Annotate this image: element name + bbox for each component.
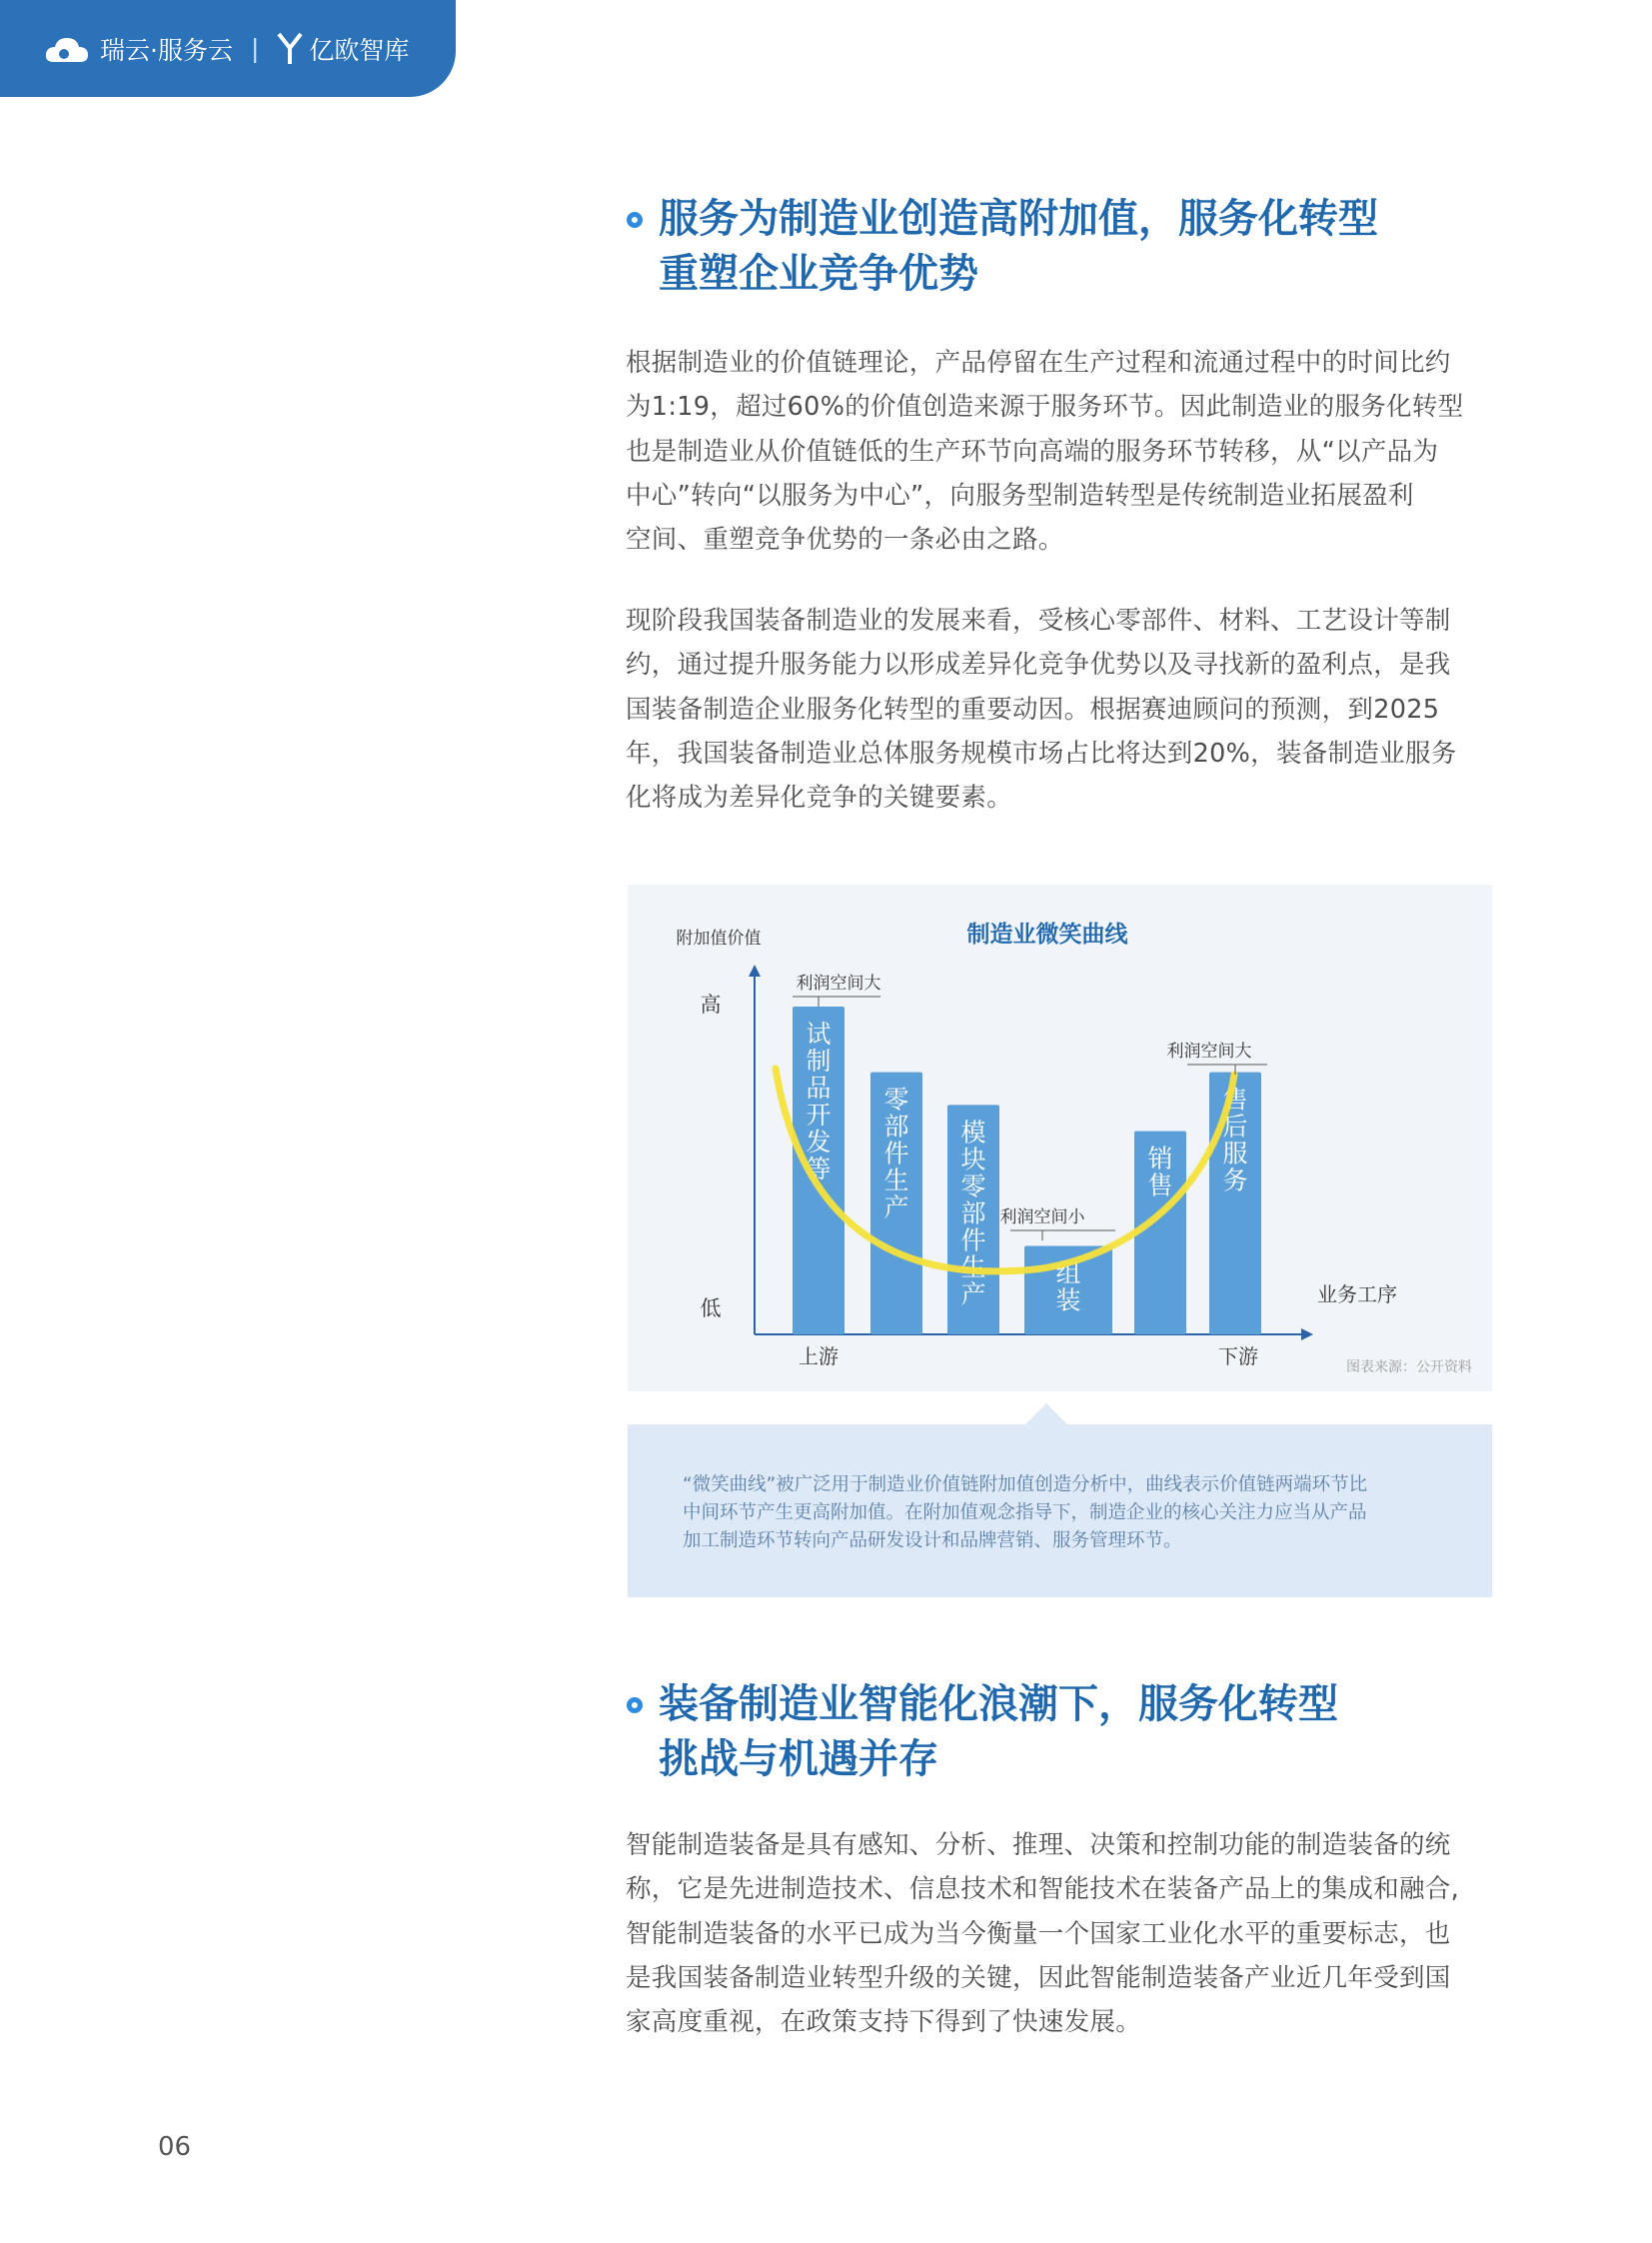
text-line: 国装备制造企业服务化转型的重要动因。根据赛迪顾问的预测，到2025 [626, 694, 1440, 725]
section1-heading [625, 192, 1504, 302]
bar-label-char: 组 [1055, 1258, 1081, 1288]
heading-line: 重塑企业竞争优势 [659, 251, 978, 297]
bar-label-char: 销 [1147, 1143, 1173, 1173]
bar-label [883, 1086, 908, 1222]
yiou-logo-icon [277, 32, 303, 66]
brand-left-name: 瑞云·服务云 [100, 35, 233, 65]
text-line: 空间、重塑竞争优势的一条必由之路。 [626, 525, 1064, 556]
bar-label-char: 生 [883, 1165, 909, 1195]
cloud-logo-icon [44, 34, 90, 64]
x-end-label: 下游 [1218, 1344, 1258, 1368]
text-line: 约，通过提升服务能力以形成差异化竞争优势以及寻找新的盈利点，是我 [626, 650, 1451, 681]
bar-label-char: 后 [1222, 1112, 1248, 1141]
bar-label-char: 产 [883, 1192, 909, 1222]
text-line: 智能制造装备是具有感知、分析、推理、决策和控制功能的制造装备的统 [626, 1830, 1451, 1860]
bar-label-char: 发 [806, 1127, 831, 1156]
bar-label-char: 售 [1147, 1170, 1173, 1200]
bar-label-char: 等 [806, 1154, 831, 1183]
x-axis-label: 业务工序 [1317, 1282, 1397, 1306]
y-axis-arrow-icon [749, 965, 761, 977]
heading-bullet-icon [627, 1697, 643, 1713]
bar-label-char: 开 [806, 1101, 831, 1129]
heading-bullet-icon [627, 212, 643, 228]
note-line: “微笑曲线”被广泛用于制造业价值链附加值创造分析中，曲线表示价值链两端环节比 [683, 1474, 1368, 1495]
text-line: 中心”转向“以服务为中心”，向服务型制造转型是传统制造业拓展盈利 [626, 480, 1414, 511]
text-line: 为1:19，超过60%的价值创造来源于服务环节。因此制造业的服务化转型 [626, 392, 1464, 423]
bar-label-char: 部 [883, 1112, 909, 1141]
annotation-label: 利润空间大 [1166, 1042, 1252, 1062]
brand-right-name: 亿欧智库 [309, 35, 410, 65]
x-axis-arrow-icon [1301, 1328, 1313, 1340]
annotation-label: 利润空间大 [796, 974, 881, 994]
text-line: 家高度重视，在政策支持下得到了快速发展。 [626, 2007, 1142, 2038]
brand-header [0, 0, 456, 97]
y-tick-label: 高 [700, 993, 722, 1017]
bar-label-char: 零 [960, 1171, 986, 1201]
text-line: 根据制造业的价值链理论，产品停留在生产过程和流通过程中的时间比约 [626, 348, 1451, 378]
bar-label-char: 模 [960, 1118, 986, 1147]
x-end-label: 上游 [799, 1344, 838, 1368]
text-line: 是我国装备制造业转型升级的关键，因此智能制造装备产业近几年受到国 [626, 1962, 1451, 1993]
page-number: 06 [158, 2132, 192, 2162]
section1-paragraph-2 [626, 599, 1501, 820]
smile-curve-chart [628, 885, 1492, 1391]
bar-label-char: 部 [960, 1198, 986, 1228]
note-line: 加工制造环节转向产品研发设计和品牌营销、服务管理环节。 [683, 1530, 1182, 1551]
note-pointer [1024, 1403, 1068, 1425]
note-line: 中间环节产生更高附加值。在附加值观念指导下，制造企业的核心关注力应当从产品 [683, 1502, 1367, 1523]
section2-heading [625, 1677, 1504, 1787]
bar-label-char: 售 [1222, 1085, 1248, 1115]
section2-paragraph [626, 1823, 1501, 2044]
y-axis-label: 附加值价值 [676, 929, 762, 949]
text-line: 现阶段我国装备制造业的发展来看，受核心零部件、材料、工艺设计等制 [626, 606, 1451, 636]
chart-source: 图表来源：公开资料 [1346, 1359, 1472, 1375]
chart-canvas [628, 885, 1492, 1391]
chart-title: 制造业微笑曲线 [966, 922, 1128, 948]
bar-label [806, 1020, 830, 1183]
bar-label-char: 生 [960, 1252, 986, 1282]
text-line: 化将成为差异化竞争的关键要素。 [626, 783, 1013, 814]
bar-label-char: 产 [960, 1279, 986, 1309]
bar-label-char: 件 [883, 1138, 909, 1168]
bar-label-char: 务 [1222, 1165, 1248, 1195]
annotation-label: 利润空间小 [999, 1207, 1085, 1227]
brand-separator: | [250, 34, 260, 63]
bar-label [1147, 1144, 1172, 1200]
chart-note [628, 1424, 1492, 1597]
text-line: 也是制造业从价值链低的生产环节向高端的服务环节转移，从“以产品为 [626, 436, 1439, 467]
bar-label [960, 1118, 985, 1308]
bar-label-char: 试 [806, 1020, 831, 1049]
section1-paragraph-1 [626, 341, 1501, 562]
bar-label-char: 装 [1055, 1285, 1081, 1315]
heading-line: 装备制造业智能化浪潮下，服务化转型 [659, 1681, 1338, 1727]
bar-label-char: 块 [960, 1144, 986, 1174]
bar-label-char: 服 [1222, 1138, 1248, 1168]
heading-line: 服务为制造业创造高附加值，服务化转型 [659, 196, 1378, 242]
text-line: 智能制造装备的水平已成为当今衡量一个国家工业化水平的重要标志，也 [626, 1918, 1451, 1949]
bar-label-char: 零 [883, 1085, 909, 1115]
text-line: 称，它是先进制造技术、信息技术和智能技术在装备产品上的集成和融合, [626, 1874, 1460, 1905]
bar-label-char: 品 [806, 1074, 831, 1103]
heading-line: 挑战与机遇并存 [659, 1736, 938, 1782]
text-line: 年，我国装备制造业总体服务规模市场占比将达到20%，装备制造业服务 [626, 738, 1457, 769]
bar-label-char: 制 [806, 1047, 831, 1076]
bar-label-char: 件 [960, 1225, 986, 1255]
y-tick-label: 低 [700, 1296, 722, 1320]
